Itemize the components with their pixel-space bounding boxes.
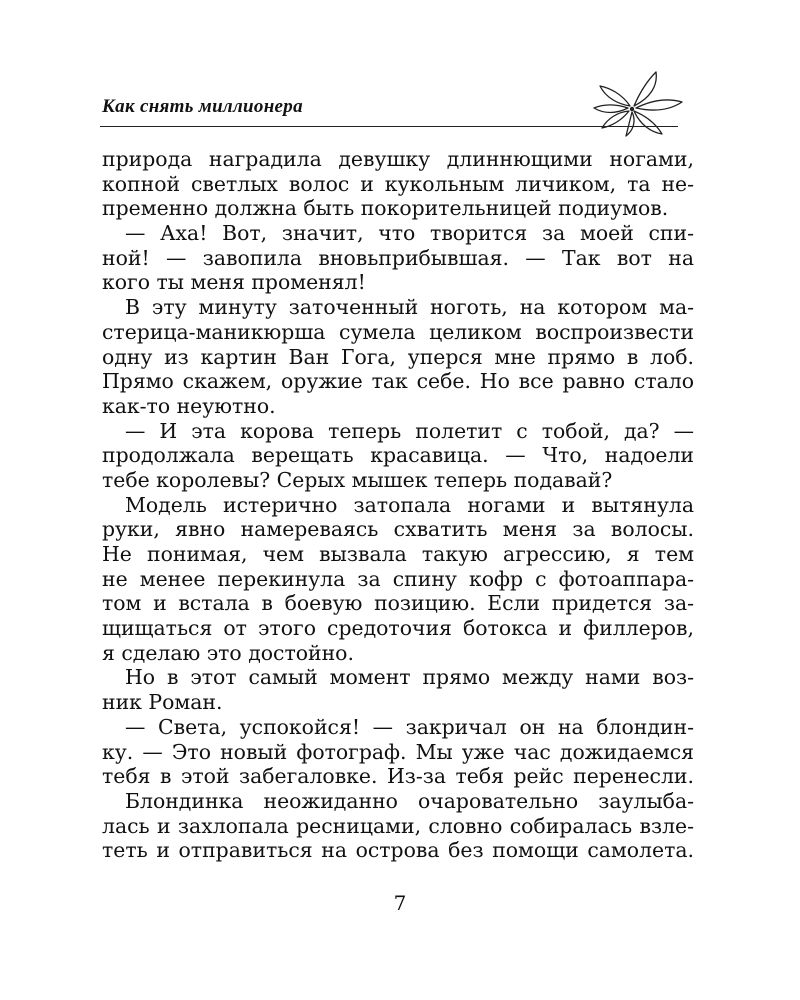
text-line: стерица-маникюрша сумела целиком воспроизвести xyxy=(102,319,694,344)
text-line: Но в этот самый момент прямо между нами воз- xyxy=(125,665,694,690)
text-line: руки, явно намереваясь схватить меня за волосы. xyxy=(102,517,694,542)
text-line: ник Роман. xyxy=(102,690,223,715)
text-line: Модель истерично затопала ногами и вытянула xyxy=(125,492,694,517)
text-line: не менее перекинула за спину кофр с фотоаппара- xyxy=(102,566,694,591)
text-line: как-то неуютно. xyxy=(102,393,276,418)
text-line: пременно должна быть покорительницей подиумов. xyxy=(102,196,669,221)
flower-ornament-icon xyxy=(570,64,690,144)
page-header xyxy=(0,0,800,140)
text-line: Прямо скажем, оружие так себе. Но все равно стало xyxy=(102,369,694,394)
text-line: — Аха! Вот, значит, что творится за моей спи- xyxy=(125,221,694,246)
text-line: — И эта корова теперь полетит с тобой, да? — xyxy=(125,418,694,443)
text-line: Блондинка неожиданно очаровательно заулыба- xyxy=(125,788,694,813)
text-line: тебе королевы? Серых мышек теперь подавай? xyxy=(102,467,613,492)
text-line: ку. — Это новый фотограф. Мы уже час дожидаемся xyxy=(102,739,694,764)
text-line: лась и захлопала ресницами, словно собиралась взле- xyxy=(102,813,694,838)
text-line: В эту минуту заточенный ноготь, на котором ма- xyxy=(125,295,694,320)
text-line: тебя в этой забегаловке. Из-за тебя рейс перенесли. xyxy=(102,764,694,789)
text-line: — Света, успокойся! — закричал он на блондин- xyxy=(125,714,694,739)
text-line: продолжала верещать красавица. — Что, надоели xyxy=(102,443,694,468)
page-number: 7 xyxy=(393,891,407,915)
text-line: кого ты меня променял! xyxy=(102,270,366,295)
text-line: Не понимая, чем вызвала такую агрессию, я тем xyxy=(102,542,694,566)
text-line: щищаться от этого средоточия ботокса и филлеров, xyxy=(102,616,694,641)
text-line: теть и отправиться на острова без помощи самолета. xyxy=(102,838,694,863)
text-line: копной светлых волос и кукольным личиком, та не- xyxy=(102,171,694,196)
text-line: природа наградила девушку длиннющими ногами, xyxy=(102,147,694,171)
running-title: Как снять миллионера xyxy=(102,96,303,117)
text-line: я сделаю это достойно. xyxy=(102,640,354,665)
text-line: одну из картин Ван Гога, уперся мне прямо в лоб. xyxy=(102,344,694,369)
body-text xyxy=(102,147,694,863)
text-line: том и встала в боевую позицию. Если придется за- xyxy=(102,591,694,616)
text-line: ной! — завопила вновьприбывшая. — Так вот на xyxy=(102,245,694,270)
